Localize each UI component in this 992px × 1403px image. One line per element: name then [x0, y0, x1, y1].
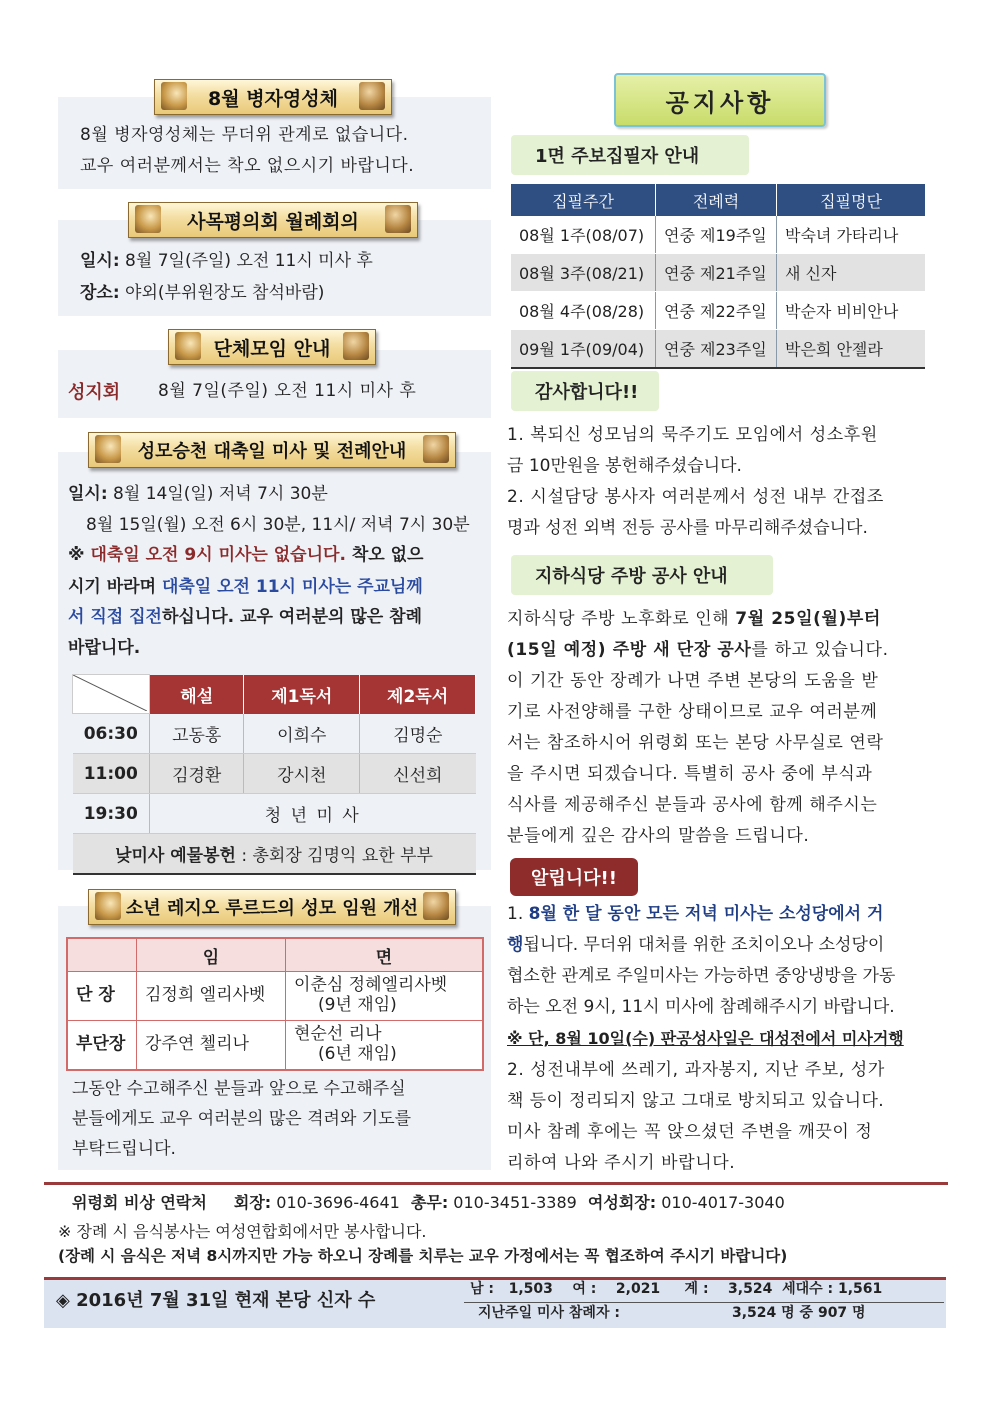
kitchen-line5: 서는 참조하시어 위령회 또는 본당 사무실로 연락	[507, 733, 884, 753]
writers-week: 08월 3주(08/21)	[511, 254, 656, 292]
sick-communion-title: 8월 병자영성체	[208, 87, 338, 110]
thanks-line4: 명과 성전 외벽 전등 공사를 마무리해주셨습니다.	[507, 518, 868, 538]
readers-second: 김명순	[360, 714, 476, 754]
sick-communion-ribbon	[154, 79, 392, 115]
census-counts: 남 : 1,503 여 : 2,021 계 : 3,524 세대수 : 1,561	[470, 1281, 883, 1297]
writers-header-liturgy: 전례력	[656, 184, 777, 216]
table-row	[67, 972, 483, 1021]
kitchen-l1a: 지하식당 주방 노후화로 인해	[507, 609, 736, 629]
announce-line8: 미사 참례 후에는 꼭 앉으셨던 주변을 깨끗이 정	[507, 1122, 873, 1142]
writers-week: 08월 4주(08/28)	[511, 292, 656, 330]
readers-offering	[73, 834, 476, 875]
writers-name: 새 신자	[777, 254, 926, 292]
council-ribbon	[128, 202, 418, 238]
kitchen-l2b: 를 하고 있습니다.	[751, 640, 889, 660]
lamb-icon	[135, 205, 161, 233]
assumption-ribbon	[88, 432, 456, 468]
legion-thanks3: 부탁드립니다.	[72, 1139, 176, 1159]
assumption-note-line3	[68, 607, 422, 627]
announce-line2	[507, 935, 884, 955]
readers-commentary: 김경환	[150, 754, 244, 794]
lamb-icon	[95, 892, 121, 920]
women-value: 010-4017-3040	[656, 1193, 785, 1212]
readers-header-first: 제1독서	[244, 675, 360, 714]
writers-tab	[511, 135, 749, 175]
legion-dismiss-years: (9년 재임)	[318, 995, 397, 1015]
announce-line1	[507, 904, 883, 924]
legion-header-appoint: 임	[137, 938, 286, 972]
assumption-date2: 8월 15일(월) 오전 6시 30분, 11시/ 저녁 7시 30분	[86, 515, 470, 535]
legion-role: 부단장	[67, 1021, 137, 1071]
writers-name: 박순자 비비안나	[777, 292, 926, 330]
notice-title: 공지사항	[665, 88, 775, 117]
assumption-note-a: 착오 없으	[345, 545, 424, 565]
legion-dismiss-name: 현순선 리나	[294, 1024, 382, 1045]
assumption-note-b: 시기 바라며	[68, 577, 162, 597]
kitchen-line8: 분들에게 깊은 감사의 말씀을 드립니다.	[507, 826, 810, 846]
diagonal-line-icon	[73, 675, 147, 711]
readers-time: 19:30	[73, 794, 150, 834]
footer-note1: ※ 장례 시 음식봉사는 여성연합회에서만 봉사합니다.	[58, 1222, 427, 1241]
attend-value: 3,524 명 중 907 명	[732, 1305, 866, 1321]
kitchen-l2a: (15일 예정) 주방 새 단장 공사	[507, 640, 752, 660]
readers-first: 강시천	[244, 754, 360, 794]
thanks-title: 감사합니다!!	[535, 382, 639, 403]
jesus-icon	[423, 892, 449, 920]
legion-appoint: 강주연 첼리나	[137, 1021, 286, 1071]
assumption-note-line2	[68, 577, 423, 597]
kitchen-line6: 을 주시면 되겠습니다. 특별히 공사 중에 부식과	[507, 764, 873, 784]
legion-dismiss-years: (6년 재임)	[318, 1044, 397, 1064]
council-place	[80, 283, 324, 303]
table-row	[67, 1021, 483, 1071]
jesus-icon	[385, 205, 411, 233]
writers-liturgy: 연중 제19주일	[656, 216, 777, 254]
assumption-note-line1	[68, 545, 423, 565]
assumption-date1	[68, 484, 328, 504]
legion-dismiss	[286, 1021, 484, 1071]
assumption-note-red: 대축일 오전 9시 미사는 없습니다.	[90, 545, 346, 565]
council-title: 사목평의회 월례회의	[187, 210, 359, 233]
readers-first: 이희수	[244, 714, 360, 754]
writers-header-name: 집필명단	[777, 184, 926, 216]
thanks-line2: 금 10만원을 봉헌해주셨습니다.	[507, 456, 742, 476]
legion-dismiss-name: 이춘심 정혜엘리사벳	[294, 975, 448, 996]
secretary-label: 총무:	[410, 1193, 449, 1212]
writers-week: 09월 1주(09/04)	[511, 330, 656, 369]
table-row	[73, 714, 476, 754]
writers-liturgy: 연중 제22주일	[656, 292, 777, 330]
legion-ribbon	[88, 889, 456, 925]
census-title: ◈ 2016년 7월 31일 현재 본당 신자 수	[56, 1290, 376, 1311]
assumption-note-line4: 바랍니다.	[68, 638, 141, 658]
readers-commentary: 고동홍	[150, 714, 244, 754]
table-row	[511, 216, 925, 254]
legion-header-dismiss: 면	[286, 938, 484, 972]
secretary-value: 010-3451-3389	[448, 1193, 577, 1212]
attend-label: 지난주일 미사 참례자 :	[478, 1305, 620, 1321]
legion-table	[66, 937, 484, 1071]
lamb-icon	[95, 435, 121, 463]
readers-header-commentary: 해설	[150, 675, 244, 714]
kitchen-line2	[507, 640, 889, 660]
thanks-line3: 2. 시설담당 봉사자 여러분께서 성전 내부 간접조	[507, 487, 884, 507]
contact-line	[72, 1193, 785, 1212]
writers-name: 박숙녀 가타리나	[777, 216, 926, 254]
table-row	[511, 292, 925, 330]
announce-l2b: 됩니다. 무더위 대처를 위한 조치이오나 소성당이	[523, 935, 885, 955]
assumption-date1-value: 8월 14일(일) 저녁 7시 30분	[107, 484, 328, 504]
footer-divider	[44, 1182, 948, 1185]
legion-thanks2: 분들에게도 교우 여러분의 많은 격려와 기도를	[72, 1109, 412, 1129]
readers-youth-mass: 청 년 미 사	[150, 794, 476, 834]
announce-l2a: 행	[507, 935, 524, 955]
group-title: 단체모임 안내	[213, 337, 331, 360]
writers-week: 08월 1주(08/07)	[511, 216, 656, 254]
kitchen-tab	[511, 555, 773, 595]
sick-communion-line1: 8월 병자영성체는 무더위 관계로 없습니다.	[80, 125, 409, 145]
council-place-value: 야외(부위원장도 참석바람)	[119, 283, 325, 303]
announce-tab	[510, 858, 638, 896]
readers-header-second: 제2독서	[360, 675, 476, 714]
kitchen-line4: 기로 사전양해를 구한 상태이므로 교우 여러분께	[507, 702, 878, 722]
kitchen-l1b: 7월 25일(월)부터	[735, 609, 881, 629]
jesus-icon	[343, 332, 369, 360]
council-date-value: 8월 7일(주일) 오전 11시 미사 후	[119, 251, 373, 271]
sick-communion-line2: 교우 여러분께서는 착오 없으시기 바랍니다.	[80, 156, 415, 176]
offering-label: 낮미사 예물봉헌	[115, 846, 236, 866]
legion-role: 단 장	[67, 972, 137, 1021]
thanks-tab	[511, 371, 659, 411]
president-value: 010-3696-4641	[271, 1193, 400, 1212]
legion-title: 소년 레지오 루르드의 성모 임원 개선	[125, 898, 419, 919]
readers-second: 신선희	[360, 754, 476, 794]
announce-l1b: 8월 한 달 동안 모든 저녁 미사는 소성당에서 거	[528, 904, 884, 924]
footer-note2: (장례 시 음식은 저녁 8시까지만 가능 하오니 장례를 치루는 교우 가정에서는 꼭 협조하여 주시기 바랍니다)	[58, 1247, 788, 1265]
group-value: 8월 7일(주일) 오전 11시 미사 후	[158, 381, 417, 401]
announce-line5: ※ 단, 8월 10일(수) 판공성사일은 대성전에서 미사거행	[507, 1029, 904, 1048]
offering-value: : 총회장 김명익 요한 부부	[235, 846, 433, 866]
table-row	[73, 834, 476, 875]
readers-table	[72, 674, 476, 875]
thanks-line1: 1. 복되신 성모님의 묵주기도 모임에서 성소후원	[507, 425, 878, 445]
group-ribbon	[168, 329, 376, 365]
legion-thanks1: 그동안 수고해주신 분들과 앞으로 수고해주실	[72, 1079, 406, 1099]
assumption-note-blue2: 서 직접 집전	[68, 607, 162, 627]
kitchen-line3: 이 기간 동안 장례가 나면 주변 본당의 도움을 받	[507, 671, 879, 691]
table-row	[73, 754, 476, 794]
council-date-label: 일시:	[80, 251, 120, 271]
table-row	[511, 254, 925, 292]
announce-line7: 책 등이 정리되지 않고 그대로 방치되고 있습니다.	[507, 1091, 885, 1111]
writers-title: 1면 주보집필자 안내	[535, 146, 700, 167]
announce-line4: 하는 오전 9시, 11시 미사에 참례해주시기 바랍니다.	[507, 997, 895, 1017]
writers-table	[511, 184, 925, 369]
census-inner-rule	[464, 1302, 944, 1303]
legion-corner	[67, 938, 137, 972]
table-row	[73, 794, 476, 834]
assumption-note-c: 하십니다. 교우 여러분의 많은 참례	[161, 607, 422, 627]
assumption-date-label: 일시:	[68, 484, 108, 504]
legion-appoint: 김정희 엘리사벳	[137, 972, 286, 1021]
announce-line6: 2. 성전내부에 쓰레기, 과자봉지, 지난 주보, 성가	[507, 1060, 885, 1080]
assumption-note-blue1: 대축일 오전 11시 미사는 주교님께	[161, 577, 423, 597]
announce-l1a: 1.	[507, 904, 529, 924]
readers-time: 11:00	[73, 754, 150, 794]
jesus-icon	[359, 82, 385, 110]
kitchen-title: 지하식당 주방 공사 안내	[535, 566, 728, 587]
announce-title: 알립니다!!	[531, 868, 617, 889]
group-name: 성지회	[68, 382, 121, 403]
announce-line9: 리하여 나와 주시기 바랍니다.	[507, 1153, 736, 1173]
table-row	[511, 330, 925, 369]
lamb-icon	[161, 82, 187, 110]
president-label: 회장:	[233, 1193, 272, 1212]
lamb-icon	[175, 332, 201, 360]
legion-dismiss	[286, 972, 484, 1021]
women-label: 여성회장:	[587, 1193, 657, 1212]
jesus-icon	[423, 435, 449, 463]
readers-time: 06:30	[73, 714, 150, 754]
council-date	[80, 251, 373, 271]
announce-line3: 협소한 관계로 주일미사는 가능하면 중앙냉방을 가동	[507, 966, 896, 986]
kitchen-line1	[507, 609, 881, 629]
readers-corner-cell	[73, 675, 150, 714]
kitchen-line7: 식사를 제공해주신 분들과 공사에 함께 해주시는	[507, 795, 878, 815]
writers-name: 박은희 안젤라	[777, 330, 926, 369]
writers-liturgy: 연중 제23주일	[656, 330, 777, 369]
assumption-title: 성모승천 대축일 미사 및 전례안내	[137, 441, 407, 462]
writers-header-week: 집필주간	[511, 184, 656, 216]
notice-title-box	[614, 73, 826, 127]
contact-title: 위령회 비상 연락처	[72, 1193, 207, 1212]
writers-liturgy: 연중 제21주일	[656, 254, 777, 292]
council-place-label: 장소:	[80, 283, 120, 303]
assumption-note-mark: ※	[68, 545, 91, 565]
